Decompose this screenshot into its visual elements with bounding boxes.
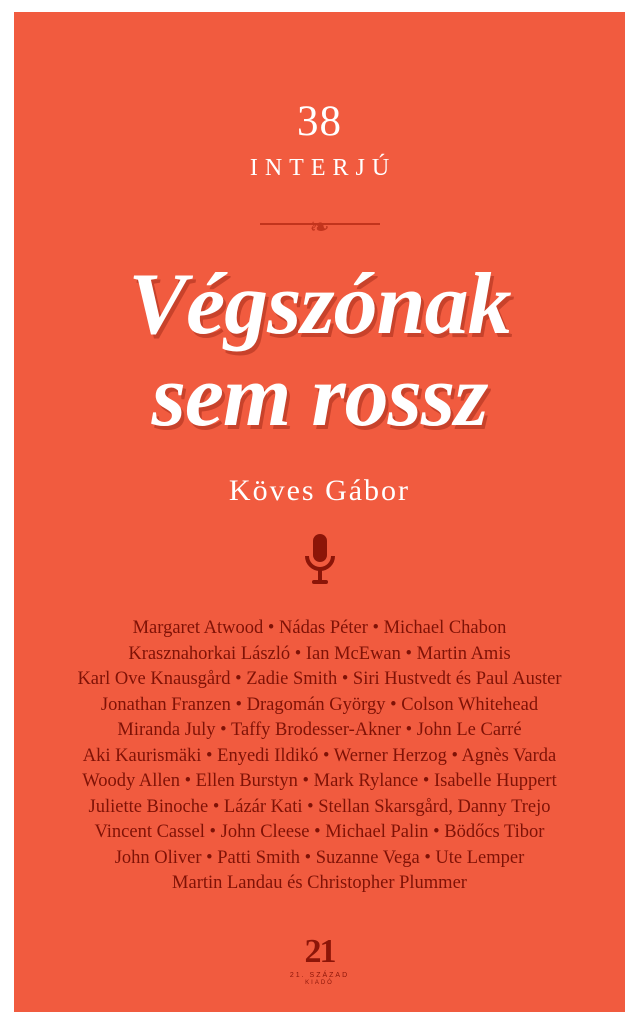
book-cover: [14, 12, 625, 1012]
list-item: Juliette Binoche • Lázár Kati • Stellan Skarsgård, Danny Trejo: [88, 796, 551, 817]
microphone-icon: [300, 532, 340, 588]
list-item: Margaret Atwood • Nádas Péter • Michael Chabon: [132, 618, 507, 639]
list-item: Krasznahorkai László • Ian McEwan • Martin Amis: [128, 643, 511, 664]
list-item: John Oliver • Patti Smith • Suzanne Vega • Ute Lemper: [114, 847, 525, 868]
floral-ornament-icon: [260, 214, 380, 244]
interview-count: 38: [297, 98, 342, 145]
publisher-name-line-1: 21. SZÁZAD: [289, 972, 350, 979]
publisher-name-line-2: KIADÓ: [305, 980, 334, 986]
list-item: Woody Allen • Ellen Burstyn • Mark Rylance • Isabelle Huppert: [82, 771, 557, 792]
book-title: [14, 256, 625, 446]
list-item: Vincent Cassel • John Cleese • Michael Palin • Bödőcs Tibor: [94, 822, 545, 843]
title-line-1: Végszónak: [128, 256, 511, 353]
list-item: Aki Kaurismäki • Enyedi Ildikó • Werner Herzog • Agnès Varda: [82, 745, 557, 766]
publisher-logo: [14, 935, 625, 986]
list-item: Miranda July • Taffy Brodesser-Akner • John Le Carré: [117, 720, 522, 741]
list-item: Karl Ove Knausgård • Zadie Smith • Siri Hustvedt és Paul Auster: [77, 669, 562, 690]
ornament-glyph: ❧: [309, 213, 330, 241]
list-item: Jonathan Franzen • Dragomán György • Colson Whitehead: [100, 694, 539, 715]
author-name: Köves Gábor: [228, 474, 411, 508]
publisher-mark: 21: [304, 933, 335, 970]
title-line-2: sem rossz: [151, 348, 488, 446]
list-item: Martin Landau és Christopher Plummer: [172, 873, 467, 894]
contributor-list: [14, 616, 625, 897]
interview-label: INTERJÚ: [249, 155, 397, 181]
